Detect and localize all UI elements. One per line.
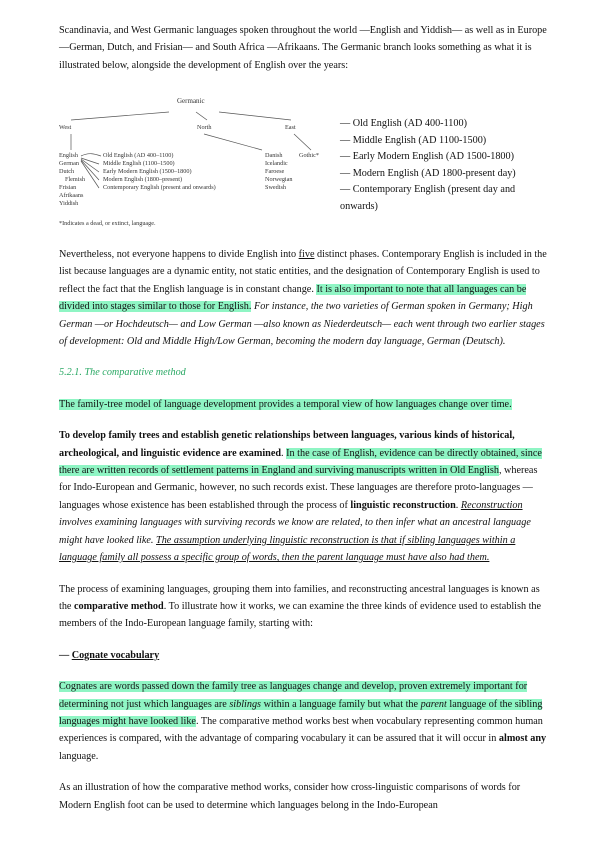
text-run: . (281, 447, 287, 459)
underlined-text: Cognate vocabulary (71, 649, 160, 661)
north-language: Norwegian (265, 176, 293, 183)
east-language: Gothic* (299, 152, 319, 159)
english-stage: Modern English (1800–present) (103, 176, 183, 183)
text-run: — (59, 649, 72, 661)
west-language: Afrikaans (59, 192, 84, 199)
highlighted-italic-text: siblings (229, 698, 262, 710)
italic-text: For instance, the two varieties of German spoken in Germany; High German —or Hochdeutsch— and Low German —also known as Niederdeutsch— each went through two earlier stages of development: Old and Middle High/Low German, becoming the modern day language, German (Deutsch). (59, 301, 545, 348)
text-run: . To illustrate how it works, we can examine the three kinds of evidence used to establish the members of the Indo-European language family, starting with: (59, 600, 542, 630)
west-language: Dutch (59, 168, 75, 175)
italic-underlined-text: The assumption underlying linguistic reconstruction is that if sibling languages within a language family all possess a specific group of words, then the parent language must have also had them. (59, 534, 516, 564)
stage-item: — Contemporary English (present day and (340, 184, 516, 196)
west-language: Yiddish (59, 200, 79, 207)
stage-item: — Early Modern English (AD 1500-1800) (340, 151, 515, 163)
underlined-text: five (298, 249, 315, 260)
highlighted-text: It is also important to note that all languages can be divided into stages similar to those for English. (59, 283, 527, 313)
reconstruction-paragraph (59, 427, 549, 566)
bold-text: comparative method (74, 600, 164, 612)
intro-paragraph: Scandinavia, and West Germanic languages spoken throughout the world —English and Yiddish— as well as in Europe —German, Dutch, and Frisian— and South Africa —Afrikaans. The Germanic branch looks something as what it is illustrated below, alongside the development of English over the years: (59, 25, 547, 71)
stage-item: — Old English (AD 400-1100) (340, 118, 467, 129)
text-run: , whereas for Indo-European and Germanic, however, no such records exist. These languages are therefore proto-languages —languages whose existence has been established through the process of (59, 465, 538, 511)
text-run: Nevertheless, not everyone happens to divide English into (59, 249, 299, 260)
west-language: English (59, 152, 78, 159)
family-tree-paragraph (59, 396, 549, 413)
west-language: Flemish (65, 176, 85, 183)
italic-underlined-text: Reconstruction (460, 499, 523, 511)
bold-text: linguistic reconstruction (350, 499, 456, 511)
text-run: The process of examining languages, grouping them into families, and reconstructing ancestral languages is known as the (59, 583, 540, 612)
english-stage: Early Modern English (1500–1800) (103, 168, 192, 175)
english-stage: Old English (AD 400–1100) (103, 152, 174, 159)
italic-text: involves examining languages with surviving records we know are related, to then infer what an ancestral language might have looked like. (59, 517, 531, 546)
stage-item: onwards) (340, 200, 378, 212)
tree-root: Germanic (177, 97, 205, 105)
text-run: language. (59, 750, 99, 762)
north-language: Danish (265, 152, 283, 159)
north-language: Swedish (265, 184, 286, 191)
document-body-lower (59, 246, 549, 828)
tree-branch-east: East (285, 124, 296, 131)
text-run: distinct phases. Contemporary English is included in the list because languages are a dynamic entity, not static entities, and the designation of Contemporary English is used to reflect the fact that the English language is in constant change. (59, 249, 547, 295)
comparative-method-paragraph (59, 581, 549, 633)
cognate-subheading (59, 647, 549, 664)
cognates-paragraph (59, 678, 549, 765)
tree-branch-north: North (197, 124, 212, 131)
tree-footnote: *Indicates a dead, or extinct, language. (59, 220, 156, 227)
highlighted-italic-text: parent (420, 698, 447, 710)
highlighted-text: The family-tree model of language development provides a temporal view of how languages change over time. (59, 398, 512, 410)
north-language: Faroese (265, 168, 285, 175)
text-run: . The comparative method works best when vocabulary representing common human experiences is compared, with the advantage of comparing vocabulary it can be assured that it will occur in (59, 715, 543, 745)
stage-item: — Middle English (AD 1100-1500) (340, 134, 487, 146)
english-stage: Contemporary English (present and onwards) (103, 184, 216, 191)
west-language: Frisian (59, 184, 77, 191)
text-run: . (455, 499, 461, 511)
phases-paragraph (59, 246, 549, 350)
document-body (59, 22, 549, 88)
foot-example-paragraph: As an illustration of how the comparative method works, consider how cross-linguistic comparisons of words for Modern English foot can be used to determine which languages belong in the Indo-European (59, 782, 521, 811)
english-stage: Middle English (1100–1500) (103, 160, 175, 167)
highlighted-text: language of the sibling languages might have looked like (59, 698, 543, 727)
west-language: German (59, 160, 79, 167)
bold-text: almost any (498, 733, 547, 745)
stage-item: — Modern English (AD 1800-present day) (340, 167, 516, 179)
section-heading: 5.2.1. The comparative method (59, 367, 186, 379)
highlighted-text: In the case of English, evidence can be directly obtained, since there are written records of settlement patterns in England and surviving manuscripts written in Old English (59, 447, 542, 477)
highlighted-text: Cognates are words passed down the family tree as languages change and develop, proven extremely important for determining not just which languages are (59, 681, 528, 710)
bold-text: To develop family trees and establish genetic relationships between languages, various kinds of historical, archeological, and linguistic evidence are examined (59, 430, 515, 459)
english-stages-list (340, 116, 516, 216)
tree-branch-west: West (59, 124, 72, 131)
north-language: Icelandic (265, 160, 288, 167)
germanic-family-tree (59, 96, 599, 236)
highlighted-text: within a language family but what the (261, 698, 421, 710)
